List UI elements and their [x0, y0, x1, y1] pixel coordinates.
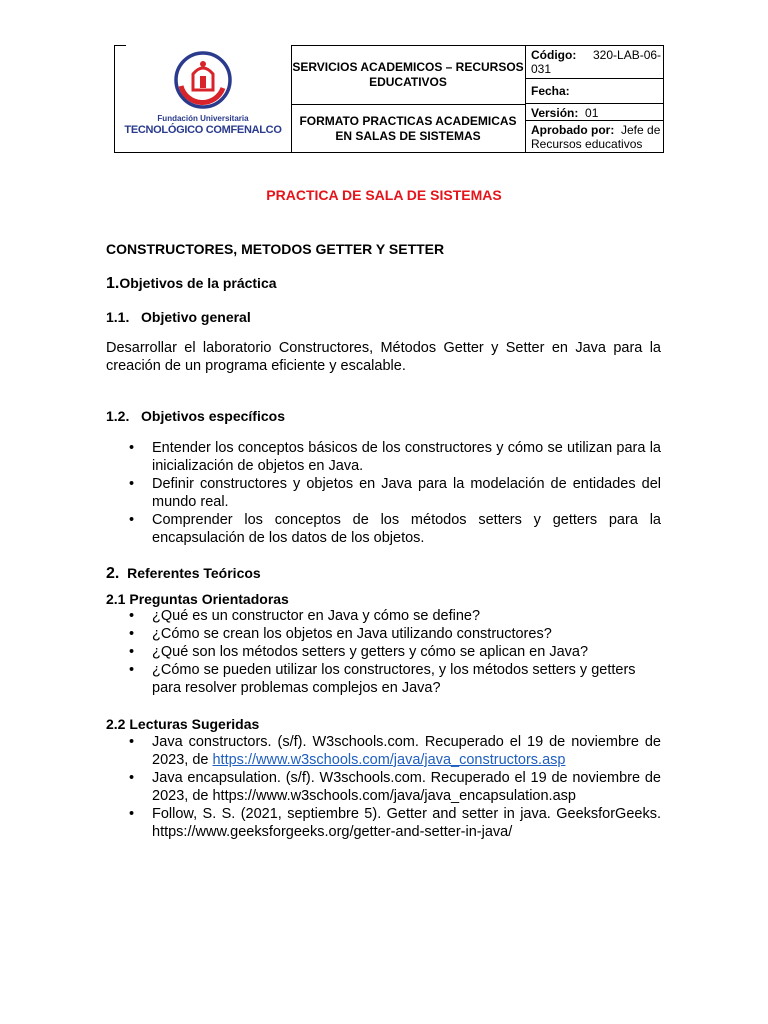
logo-line1: Fundación Universitaria [157, 114, 249, 123]
list-item: • Follow, S. S. (2021, septiembre 5). Getter and setter in java. GeeksforGeeks. https://www.geeksforgeeks.org/getter-and-setter-in-java/ [129, 806, 661, 840]
section-1-heading: 1.Objetivos de la práctica [106, 275, 277, 292]
list-item: • Entender los conceptos básicos de los constructores y cómo se utilizan para la inicialización de objetos en Java. [129, 440, 661, 474]
list-item: • Java encapsulation. (s/f). W3schools.com. Recuperado el 19 de noviembre de 2023, de https://www.w3schools.com/java/java_encapsulation.asp [129, 770, 661, 804]
date-label: Fecha: [531, 84, 570, 98]
format-title: FORMATO PRACTICAS ACADEMICAS EN SALAS DE SISTEMAS [299, 114, 517, 143]
suggested-readings-list [106, 733, 661, 841]
section-2-1-heading: 2.1 Preguntas Orientadoras [106, 591, 289, 607]
list-item: • ¿Cómo se crean los objetos en Java utilizando constructores? [129, 626, 552, 642]
version-cell [526, 105, 663, 121]
code-label: Código: [531, 48, 577, 62]
code-cell [526, 46, 663, 79]
header-meta-column [526, 45, 664, 153]
list-item: • ¿Qué son los métodos setters y getters y cómo se aplican en Java? [129, 644, 589, 660]
list-item: • ¿Qué es un constructor en Java y cómo se define? [129, 608, 481, 624]
institution-logo-icon [173, 50, 233, 112]
w3schools-constructors-link[interactable]: https://www.w3schools.com/java/java_constructors.asp [212, 752, 566, 768]
section-1-1-heading: 1.1. Objetivo general [106, 309, 251, 325]
list-item: • Definir constructores y objetos en Java para la modelación de entidades del mundo real. [129, 476, 661, 510]
list-item: • Java constructors. (s/f). W3schools.com. Recuperado el 19 de noviembre de 2023, de https://www.w3schools.com/java/java_constructors.asp [129, 734, 661, 768]
department-title: SERVICIOS ACADEMICOS – RECURSOS EDUCATIVOS [291, 46, 525, 105]
practice-title: PRACTICA DE SALA DE SISTEMAS [266, 187, 502, 203]
code-value: 320-LAB-06-031 [531, 48, 662, 76]
list-item: • Comprender los conceptos de los métodos setters y getters para la encapsulación de los datos de los objetos. [129, 512, 661, 546]
specific-objectives-list [106, 439, 661, 547]
approved-cell [526, 122, 663, 153]
section-1-2-heading: 1.2. Objetivos específicos [106, 408, 285, 424]
document-header-table [114, 45, 663, 153]
practice-subtitle: CONSTRUCTORES, METODOS GETTER Y SETTER [106, 241, 445, 257]
list-item: • ¿Cómo se pueden utilizar los constructores, y los métodos setters y getters para resolver problemas complejos en Java? [129, 662, 636, 696]
header-middle-column [291, 45, 526, 153]
section-2-2-heading: 2.2 Lecturas Sugeridas [106, 716, 260, 732]
approved-label: Aprobado por: [531, 123, 615, 137]
logo-cell [115, 45, 292, 152]
general-objective-text: Desarrollar el laboratorio Constructores, Métodos Getter y Setter en Java para la creación de un programa eficiente y escalable. [106, 340, 661, 374]
version-label: Versión: [531, 106, 579, 120]
approved-value: Jefe de Recursos educativos [531, 123, 661, 151]
section-2-heading: 2. Referentes Teóricos [106, 565, 261, 582]
guiding-questions-list [106, 607, 661, 697]
date-cell [526, 80, 663, 104]
version-value: 01 [585, 106, 599, 120]
logo-line2: TECNOLÓGICO COMFENALCO [124, 124, 282, 136]
